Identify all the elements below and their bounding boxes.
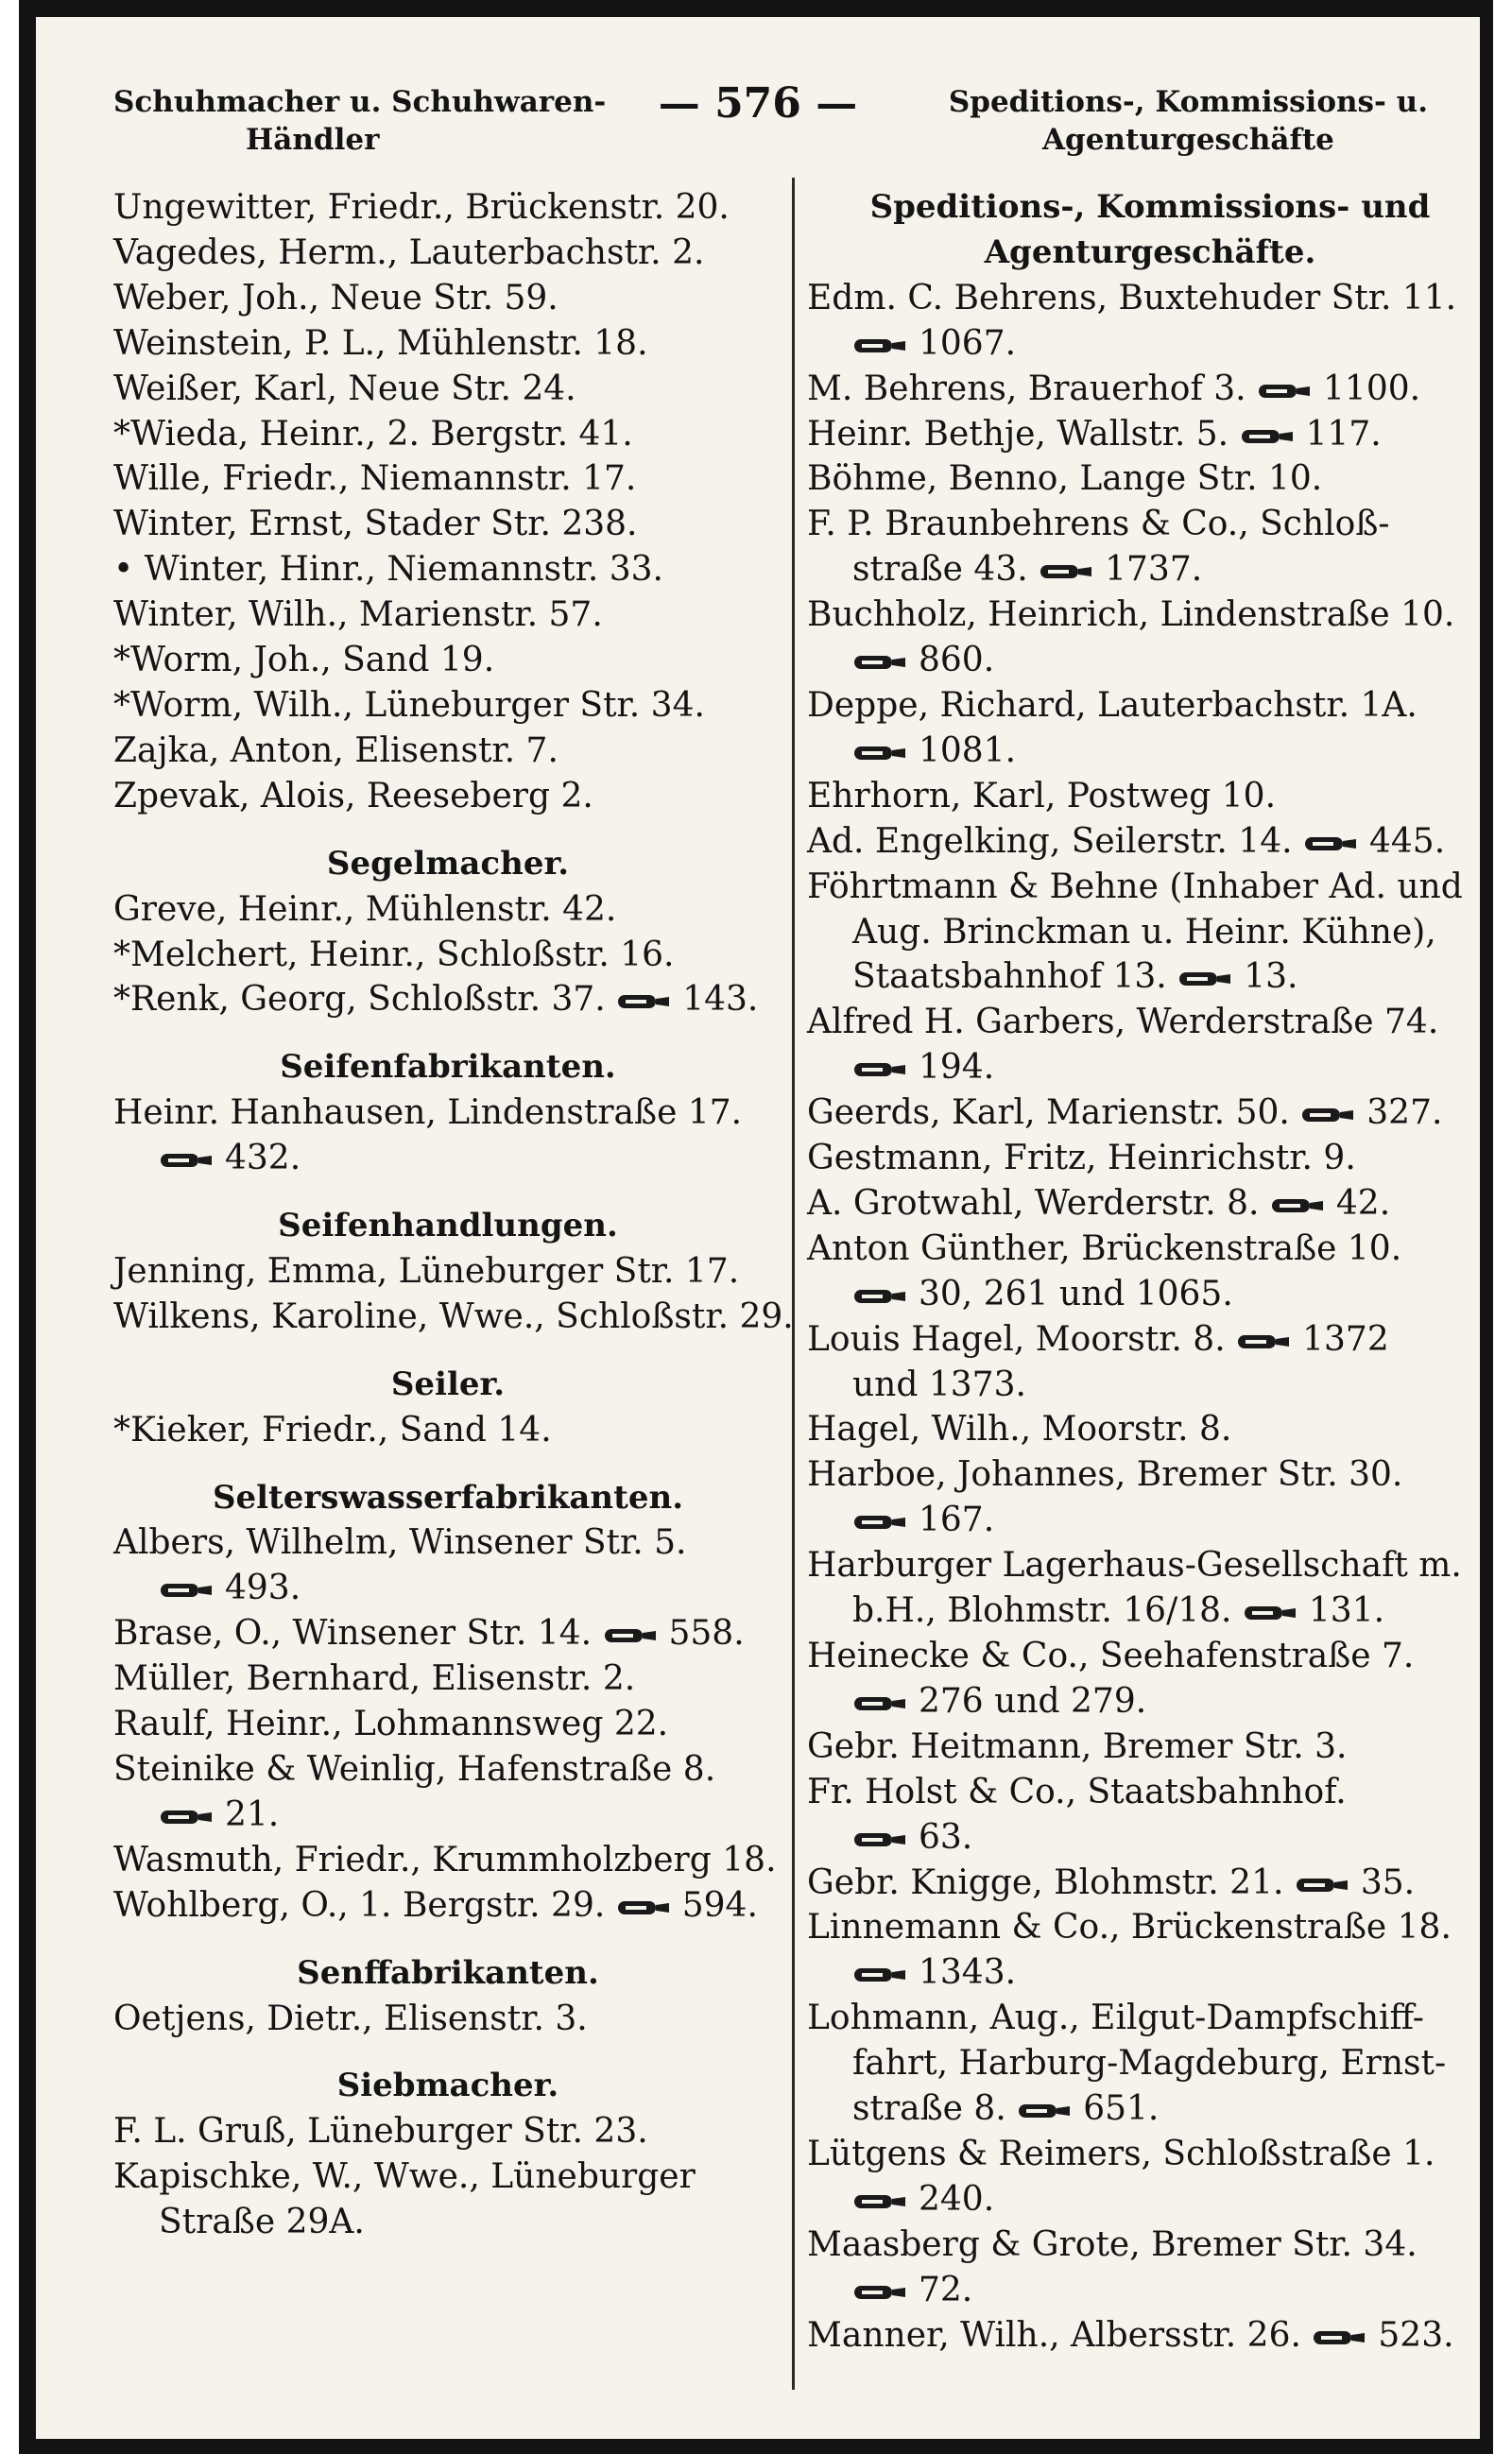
section-title-seifenfabrikanten: Seifenfabrikanten. <box>280 1048 616 1087</box>
section-title-speditionen <box>807 185 1480 276</box>
entry-continuation: und 1373. <box>852 1364 1026 1404</box>
entry-name-address: Ehrhorn, Karl, Postweg 10. <box>807 776 1277 815</box>
directory-entry <box>113 887 782 933</box>
entry-line <box>807 2132 1480 2177</box>
directory-entry <box>807 865 1480 1001</box>
entry-name-address: Winter, Wilh., Marienstr. 57. <box>113 595 603 635</box>
telephone-icon <box>1240 426 1295 447</box>
entry-continuation: b.H., Blohmstr. 16/18. <box>852 1591 1232 1631</box>
directory-entry <box>807 819 1480 865</box>
directory-entry <box>113 683 782 729</box>
section-title-senffabrikanten: Senffabrikanten. <box>297 1953 599 1992</box>
telephone-icon <box>1300 1105 1355 1125</box>
entry-name-address: Ungewitter, Friedr., Brückenstr. 20. <box>113 188 730 227</box>
directory-entry <box>113 321 782 367</box>
entry-line-continued <box>807 2086 1480 2132</box>
entry-line <box>113 1838 782 1883</box>
telephone-number: 21. <box>225 1794 280 1834</box>
entry-name-address: • Winter, Hinr., Niemannstr. 33. <box>113 550 663 590</box>
entry-name-address: Oetjens, Dietr., Elisenstr. 3. <box>113 1999 588 2038</box>
entry-name-address: Lütgens & Reimers, Schloßstraße 1. <box>807 2134 1435 2173</box>
entry-line <box>807 456 1480 502</box>
telephone-icon <box>616 991 671 1012</box>
entry-telephone-line <box>113 1136 782 1181</box>
directory-entry <box>807 412 1480 457</box>
section-seiler <box>113 1408 782 1453</box>
entry-name-address: Gebr. Knigge, Blohmstr. 21. <box>807 1862 1284 1902</box>
entry-line <box>113 547 782 592</box>
entry-line-continued <box>807 2041 1480 2086</box>
directory-entry <box>807 2313 1480 2359</box>
entry-telephone-line <box>807 638 1480 683</box>
telephone-icon <box>852 1059 907 1080</box>
directory-page <box>36 17 1480 2439</box>
telephone-number: 558. <box>668 1614 745 1654</box>
entry-line <box>113 367 782 412</box>
entry-line <box>807 1543 1480 1588</box>
telephone-number: 1372 <box>1302 1319 1389 1359</box>
entry-name-address: Heinecke & Co., Seehafenstraße 7. <box>807 1637 1415 1675</box>
entry-name-address: Weinstein, P. L., Mühlenstr. 18. <box>113 323 648 363</box>
directory-entry <box>113 2109 782 2154</box>
entry-line-continued <box>113 2200 782 2245</box>
directory-entry <box>113 1520 782 1611</box>
telephone-number: 1081. <box>919 730 1017 770</box>
entry-line <box>113 933 782 978</box>
entry-line <box>807 1725 1480 1770</box>
entry-name-address: Fr. Holst & Co., Staatsbahnhof. <box>807 1772 1347 1811</box>
entry-name-address: Vagedes, Herm., Lauterbachstr. 2. <box>113 232 705 272</box>
entry-name-address: Müller, Bernhard, Elisenstr. 2. <box>113 1659 636 1699</box>
directory-entry <box>807 1452 1480 1543</box>
entry-name-address: Anton Günther, Brückenstraße 10. <box>807 1228 1402 1268</box>
directory-entry <box>807 1634 1480 1725</box>
running-head-right <box>949 83 1428 159</box>
telephone-icon <box>852 2282 907 2303</box>
entry-continuation: straße 8. <box>852 2089 1006 2129</box>
entry-name-address: Geerds, Karl, Marienstr. 50. <box>807 1093 1290 1133</box>
directory-entry <box>113 456 782 502</box>
section-siebmacher <box>113 2109 782 2245</box>
entry-telephone-line <box>807 2177 1480 2222</box>
entry-name-address: *Worm, Wilh., Lüneburger Str. 34. <box>113 685 705 725</box>
entry-name-address: M. Behrens, Brauerhof 3. <box>807 369 1246 408</box>
entry-line <box>807 367 1480 412</box>
entry-name-address: Wille, Friedr., Niemannstr. 17. <box>113 459 637 499</box>
directory-entry <box>113 1838 782 1883</box>
directory-entry <box>113 1249 782 1295</box>
entry-name-address: Harboe, Johannes, Bremer Str. 30. <box>807 1455 1403 1495</box>
entry-line <box>113 412 782 457</box>
telephone-icon <box>852 743 907 764</box>
telephone-number: 276 und 279. <box>919 1681 1147 1721</box>
telephone-number: 167. <box>919 1501 995 1540</box>
entry-line <box>807 1090 1480 1136</box>
entry-line <box>807 2222 1480 2268</box>
directory-entry <box>807 367 1480 412</box>
entry-line <box>113 1611 782 1656</box>
telephone-number: 445. <box>1369 821 1446 861</box>
entry-continuation: Staatsbahnhof 13. <box>852 957 1167 997</box>
entry-name-address: Weißer, Karl, Neue Str. 24. <box>113 369 576 408</box>
section-selterswasser <box>113 1520 782 1928</box>
directory-entry <box>807 1770 1480 1861</box>
directory-entry <box>113 412 782 457</box>
directory-entry <box>807 2132 1480 2222</box>
directory-entry <box>807 1090 1480 1136</box>
telephone-icon <box>852 1512 907 1533</box>
entry-telephone-line <box>807 1815 1480 1861</box>
entry-name-address: Greve, Heinr., Mühlenstr. 42. <box>113 889 617 929</box>
entry-telephone-line <box>807 2268 1480 2313</box>
entry-line-continued <box>807 1588 1480 1634</box>
left-column <box>113 185 794 2245</box>
entry-line <box>807 412 1480 457</box>
entry-line <box>807 1861 1480 1906</box>
entry-name-address: *Melchert, Heinr., Schloßstr. 16. <box>113 935 675 974</box>
directory-entry <box>113 231 782 276</box>
running-head-right-line1: Speditions-, Kommissions- u. <box>948 85 1428 119</box>
directory-entry <box>113 729 782 774</box>
entry-line <box>807 2313 1480 2359</box>
section-seifenfabrikanten <box>113 1090 782 1181</box>
entry-line <box>807 1996 1480 2041</box>
entry-line <box>807 1317 1480 1363</box>
directory-entry <box>807 1543 1480 1634</box>
directory-entry <box>113 1656 782 1702</box>
entry-line <box>113 592 782 638</box>
entry-line <box>113 1702 782 1747</box>
telephone-number: 860. <box>919 641 995 680</box>
entry-name-address: Winter, Ernst, Stader Str. 238. <box>113 505 638 544</box>
directory-entry <box>807 592 1480 683</box>
directory-entry <box>113 977 782 1022</box>
telephone-icon <box>1270 1195 1325 1216</box>
entry-name-address: Gestmann, Fritz, Heinrichstr. 9. <box>807 1139 1356 1178</box>
telephone-number: 42. <box>1335 1183 1391 1223</box>
entry-name-address: *Kieker, Friedr., Sand 14. <box>113 1410 552 1450</box>
telephone-number: 30, 261 und 1065. <box>919 1274 1233 1313</box>
telephone-icon <box>616 1897 671 1918</box>
entry-line <box>113 321 782 367</box>
entry-line <box>113 276 782 321</box>
telephone-icon <box>852 1693 907 1714</box>
entry-line <box>113 1883 782 1929</box>
telephone-number: 493. <box>225 1569 301 1608</box>
section-title-segelmacher: Segelmacher. <box>326 844 570 883</box>
telephone-icon <box>159 1150 214 1171</box>
entry-name-address: Zajka, Anton, Elisenstr. 7. <box>113 730 558 770</box>
entry-name-address: Heinr. Bethje, Wallstr. 5. <box>807 414 1229 454</box>
telephone-number: 651. <box>1083 2089 1160 2129</box>
telephone-icon <box>1295 1875 1349 1896</box>
entry-line <box>113 231 782 276</box>
telephone-icon <box>1039 561 1093 582</box>
entry-line <box>807 1000 1480 1045</box>
entry-name-address: Alfred H. Garbers, Werderstraße 74. <box>807 1003 1439 1042</box>
entry-line <box>807 865 1480 910</box>
entry-name-address: Linnemann & Co., Brückenstraße 18. <box>807 1908 1452 1948</box>
entry-line <box>113 1249 782 1295</box>
entry-telephone-line <box>807 1045 1480 1090</box>
entry-line <box>113 683 782 729</box>
entry-line <box>113 774 782 819</box>
telephone-icon <box>852 1965 907 1985</box>
entry-line <box>113 887 782 933</box>
entry-name-address: Jenning, Emma, Lüneburger Str. 17. <box>113 1251 740 1291</box>
directory-entry <box>113 2154 782 2245</box>
telephone-icon <box>603 1625 658 1646</box>
entry-line <box>807 683 1480 729</box>
entry-line <box>807 1136 1480 1181</box>
telephone-number: 72. <box>919 2270 973 2309</box>
directory-entry <box>807 2222 1480 2313</box>
directory-entry <box>807 1181 1480 1227</box>
directory-entry <box>113 276 782 321</box>
entry-name-address: Böhme, Benno, Lange Str. 10. <box>807 459 1323 499</box>
directory-entry <box>113 638 782 683</box>
entry-line <box>807 819 1480 865</box>
telephone-number: 432. <box>225 1139 301 1178</box>
entry-line <box>113 456 782 502</box>
directory-entry <box>113 1090 782 1181</box>
entry-telephone-line <box>113 1566 782 1611</box>
directory-entry <box>807 1136 1480 1181</box>
entry-line <box>113 729 782 774</box>
entry-name-address: Brase, O., Winsener Str. 14. <box>113 1614 593 1654</box>
directory-entry <box>113 1747 782 1838</box>
entry-line <box>113 185 782 231</box>
entry-name-address: Ad. Engelking, Seilerstr. 14. <box>807 821 1293 861</box>
entry-name-address: Harburger Lagerhaus-Gesellschaft m. <box>807 1546 1462 1586</box>
entry-name-address: F. P. Braunbehrens & Co., Schloß- <box>807 505 1390 544</box>
entry-name-address: *Worm, Joh., Sand 19. <box>113 641 495 680</box>
directory-entry <box>113 547 782 592</box>
entry-name-address: Lohmann, Aug., Eilgut-Dampfschiff- <box>807 1999 1424 2038</box>
entry-name-address: *Wieda, Heinr., 2. Bergstr. 41. <box>113 414 633 454</box>
directory-entry <box>113 1295 794 1340</box>
entry-name-address: *Renk, Georg, Schloßstr. 37. <box>113 980 606 1020</box>
telephone-icon <box>159 1807 214 1828</box>
telephone-number: 131. <box>1308 1591 1385 1631</box>
entry-name-address: Wohlberg, O., 1. Bergstr. 29. <box>113 1885 606 1925</box>
telephone-icon <box>852 2191 907 2212</box>
directory-entry <box>807 276 1480 367</box>
telephone-number: 1100. <box>1323 369 1421 408</box>
entry-continuation: Straße 29A. <box>159 2203 365 2242</box>
directory-entry <box>113 1702 782 1747</box>
entry-line-continued <box>807 547 1480 592</box>
entry-name-address: Wilkens, Karoline, Wwe., Schloßstr. 29. <box>113 1296 794 1336</box>
directory-entry <box>807 1996 1480 2132</box>
directory-entry <box>807 1407 1480 1452</box>
section-title-line1: Speditions-, Kommissions- und <box>869 188 1431 226</box>
telephone-number: 240. <box>919 2179 995 2219</box>
entry-line <box>113 1997 782 2042</box>
directory-entry <box>807 1317 1480 1408</box>
telephone-number: 327. <box>1366 1093 1443 1133</box>
telephone-number: 1067. <box>919 323 1017 363</box>
entry-name-address: Steinike & Weinlig, Hafenstraße 8. <box>113 1750 716 1789</box>
directory-entry <box>113 367 782 412</box>
entry-telephone-line <box>807 321 1480 367</box>
entry-line <box>807 1634 1480 1679</box>
telephone-icon <box>1303 833 1358 854</box>
telephone-number: 194. <box>919 1048 995 1088</box>
entry-line <box>807 276 1480 321</box>
entry-name-address: Raulf, Heinr., Lohmannsweg 22. <box>113 1705 669 1744</box>
running-head-left-line1: Schuhmacher u. Schuhwaren- <box>113 85 607 119</box>
telephone-icon <box>1177 969 1232 989</box>
telephone-icon <box>1243 1603 1297 1623</box>
directory-entry <box>807 456 1480 502</box>
section-shoemakers-continued <box>113 185 782 819</box>
directory-entry <box>113 774 782 819</box>
telephone-icon <box>1236 1331 1291 1352</box>
right-column <box>807 185 1480 2359</box>
entry-telephone-line <box>807 1679 1480 1725</box>
entry-line <box>807 774 1480 819</box>
entry-line <box>807 1407 1480 1452</box>
entry-line <box>807 1905 1480 1950</box>
entry-telephone-line <box>113 1793 782 1838</box>
directory-entry <box>807 683 1480 774</box>
entry-telephone-line <box>807 1272 1480 1317</box>
section-title-seiler: Seiler. <box>390 1364 506 1403</box>
entry-name-address: Edm. C. Behrens, Buxtehuder Str. 11. <box>807 278 1457 317</box>
telephone-icon <box>852 1829 907 1850</box>
directory-entry <box>807 1000 1480 1090</box>
directory-entry <box>113 185 782 231</box>
directory-entry <box>807 502 1480 592</box>
telephone-number: 1737. <box>1105 550 1203 590</box>
entry-telephone-line <box>807 1498 1480 1543</box>
entry-line <box>807 1181 1480 1227</box>
running-head-right-line2: Agenturgeschäfte <box>1041 123 1334 157</box>
section-title-line2: Agenturgeschäfte. <box>984 232 1316 271</box>
entry-line-continued <box>807 954 1480 1000</box>
entry-name-address: A. Grotwahl, Werderstr. 8. <box>807 1183 1260 1223</box>
entry-name-address: Kapischke, W., Wwe., Lüneburger <box>113 2157 696 2197</box>
section-segelmacher <box>113 887 782 1023</box>
entry-line <box>113 2154 782 2200</box>
directory-entry <box>113 592 782 638</box>
entry-continuation: Aug. Brinckman u. Heinr. Kühne), <box>852 912 1436 952</box>
telephone-number: 13. <box>1244 957 1298 997</box>
entry-line <box>807 1227 1480 1272</box>
entry-line <box>113 2109 782 2154</box>
section-title-seifenhandlungen: Seifenhandlungen. <box>278 1207 618 1245</box>
telephone-number: 523. <box>1378 2315 1454 2355</box>
entry-name-address: Gebr. Heitmann, Bremer Str. 3. <box>807 1726 1348 1766</box>
entry-continuation: straße 43. <box>852 550 1028 590</box>
entry-name-address: Louis Hagel, Moorstr. 8. <box>807 1319 1226 1359</box>
telephone-number: 594. <box>681 1885 758 1925</box>
entry-line-continued <box>807 910 1480 955</box>
directory-entry <box>113 502 782 547</box>
telephone-icon <box>1017 2101 1072 2121</box>
page-frame <box>19 0 1493 2454</box>
entry-name-address: Deppe, Richard, Lauterbachstr. 1A. <box>807 685 1418 725</box>
entry-line <box>113 977 782 1022</box>
entry-name-address: Weber, Joh., Neue Str. 59. <box>113 278 558 317</box>
entry-line <box>807 502 1480 547</box>
entry-name-address: Buchholz, Heinrich, Lindenstraße 10. <box>807 595 1455 635</box>
directory-entry <box>807 1861 1480 1906</box>
entry-line <box>807 1770 1480 1815</box>
entry-line <box>807 592 1480 638</box>
entry-name-address: Föhrtmann & Behne (Inhaber Ad. und <box>807 867 1463 906</box>
directory-entry <box>807 774 1480 819</box>
directory-entry <box>113 1883 782 1929</box>
telephone-number: 63. <box>919 1817 973 1857</box>
directory-entry <box>807 1227 1480 1317</box>
entry-name-address: Manner, Wilh., Albersstr. 26. <box>807 2315 1301 2355</box>
entry-name-address: Hagel, Wilh., Moorstr. 8. <box>807 1410 1232 1450</box>
telephone-number: 1343. <box>919 1953 1017 1993</box>
directory-entry <box>807 1725 1480 1770</box>
section-title-selterswasser: Selterswasserfabrikanten. <box>212 1478 684 1517</box>
telephone-icon <box>852 1286 907 1307</box>
section-title-siebmacher: Siebmacher. <box>336 2067 559 2105</box>
telephone-number: 117. <box>1305 414 1382 454</box>
entry-line <box>113 638 782 683</box>
entry-line <box>807 1452 1480 1498</box>
entry-name-address: Maasberg & Grote, Bremer Str. 34. <box>807 2224 1418 2264</box>
entry-line <box>113 1408 782 1453</box>
telephone-icon <box>852 652 907 673</box>
directory-entry <box>113 1997 782 2042</box>
entry-line <box>113 1295 794 1340</box>
directory-entry <box>807 1905 1480 1996</box>
entry-name-address: Heinr. Hanhausen, Lindenstraße 17. <box>113 1093 743 1133</box>
telephone-number: 35. <box>1360 1862 1416 1902</box>
page-number: — 576 — <box>658 79 858 128</box>
entry-line <box>113 1090 782 1136</box>
entry-line <box>113 1656 782 1702</box>
column-divider <box>792 178 795 2390</box>
telephone-icon <box>1257 381 1312 402</box>
directory-entry <box>113 933 782 978</box>
telephone-icon <box>852 335 907 356</box>
entry-line <box>113 502 782 547</box>
entry-name-address: Albers, Wilhelm, Winsener Str. 5. <box>113 1523 687 1563</box>
entry-telephone-line <box>807 729 1480 774</box>
telephone-icon <box>1312 2327 1366 2348</box>
directory-entry <box>113 1611 782 1656</box>
directory-entry <box>113 1408 782 1453</box>
entry-name-address: Zpevak, Alois, Reeseberg 2. <box>113 776 593 815</box>
telephone-number: 143. <box>682 980 759 1020</box>
entry-line <box>113 1520 782 1566</box>
entry-line <box>113 1747 782 1793</box>
entry-continuation: fahrt, Harburg-Magdeburg, Ernst- <box>852 2044 1447 2084</box>
entry-line-continued <box>807 1363 1480 1408</box>
entry-name-address: Wasmuth, Friedr., Krummholzberg 18. <box>113 1840 777 1879</box>
entry-name-address: F. L. Gruß, Lüneburger Str. 23. <box>113 2112 648 2152</box>
section-senffabrikanten <box>113 1997 782 2042</box>
section-speditionen <box>807 276 1480 2359</box>
entry-telephone-line <box>807 1950 1480 1996</box>
telephone-icon <box>159 1580 214 1601</box>
section-seifenhandlungen <box>113 1249 794 1340</box>
running-head-left-line2: Händler <box>246 123 380 157</box>
